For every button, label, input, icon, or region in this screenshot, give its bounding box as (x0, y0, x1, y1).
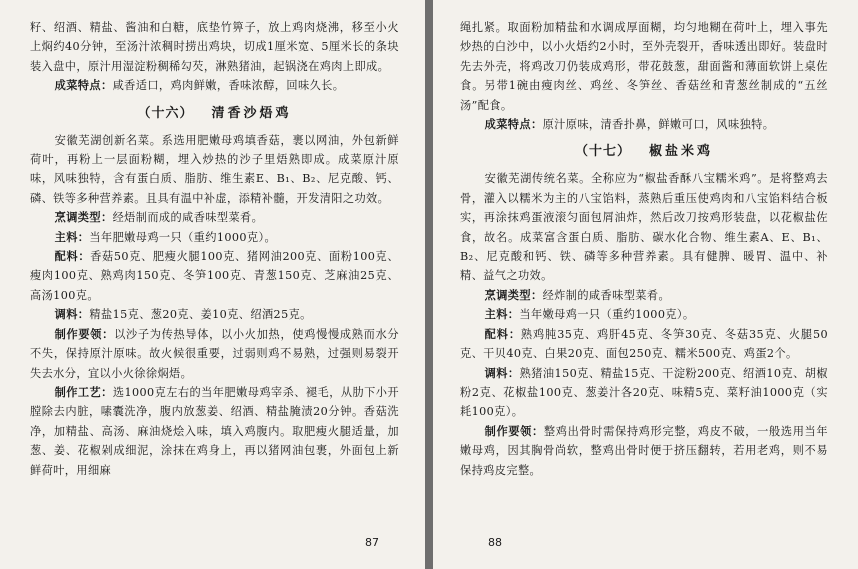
key-points-text: 以沙子为传热导体，以小火加热，使鸡慢慢成熟而水分不失，保持原汁原味。故火候很重要，过弱则鸡不易熟，过强则易裂开失去水分，宜以小火徐徐焖焐。 (30, 327, 399, 380)
seasonings (460, 364, 828, 422)
main-ingredient-text: 当年肥嫩母鸡一只（重约1000克）。 (89, 230, 277, 244)
auxiliary-text: 香菇50克、肥瘦火腿100克、猪网油200克、面粉100克、瘦肉100克、熟鸡肉150克、冬笋100克、青葱150克、芝麻油25克、高汤100克。 (30, 250, 399, 302)
main-ingredient (30, 228, 399, 247)
process-text: 选1000克左右的当年肥嫩母鸡宰杀、褪毛，从肋下小开膛除去内脏，嗉囊洗净，腹内放葱姜、绍酒、精盐腌渍20分钟。香菇洗净，加精盐、高汤、麻油烧烩入味，填入鸡腹内。取肥瘦火腿适量，加葱、姜、花椒剁成细泥，涂抹在鸡身上，再以猪网油包裹，外面包上新鲜荷叶，用细麻 (30, 385, 399, 477)
auxiliary-text: 熟鸡肫35克、鸡肝45克、冬笋30克、冬菇35克、火腿50克、干贝40克、白果20克、面包250克、糯米500克、鸡蛋2个。 (460, 327, 828, 361)
process-label: 制作工艺： (54, 384, 113, 399)
process (30, 383, 399, 480)
book-gutter (425, 0, 433, 569)
recipe-heading (460, 143, 828, 161)
previous-dish-features (460, 115, 828, 134)
features-text: 咸香适口，鸡肉鲜嫩，香味浓醇，回味久长。 (112, 79, 345, 93)
auxiliary-label: 配料： (54, 249, 91, 264)
auxiliary-ingredients (460, 325, 828, 364)
page-number: 87 (365, 536, 379, 549)
seasonings-label: 调料： (484, 365, 520, 380)
cooking-type-text: 经炸制的咸香味型菜肴。 (542, 288, 671, 302)
features-label: 成菜特点： (484, 117, 543, 132)
left-page (0, 0, 425, 569)
recipe-title: 清香沙焐鸡 (211, 105, 292, 121)
seasonings-text: 熟猪油150克、精盐15克、干淀粉200克、绍酒10克、胡椒粉2克、花椒盐100克、葱姜汁各20克、味精5克、菜籽油1000克（实耗100克）。 (460, 366, 829, 419)
cooking-type-label: 烹调类型： (54, 210, 113, 225)
key-points-label: 制作要领： (54, 326, 115, 341)
recipe-description: 安徽芜湖创新名菜。系选用肥嫩母鸡填香菇，裹以网油，外包新鲜荷叶，再粉上一层面粉糊，埋入炒热的沙子里焐熟即成。成菜原汁原味，风味独特，含有蛋白质、脂肪、维生素E、B₁、B₂、尼克酸、钙、磷、铁等多种营养素。且具有温中补虚，添精补髓，开发清阳之功效。 (30, 133, 399, 205)
features-label: 成菜特点： (54, 78, 113, 93)
recipe-title: 椒盐米鸡 (649, 144, 714, 160)
recipe-number: （十六） (137, 105, 194, 121)
key-points (30, 325, 399, 383)
cooking-type (460, 286, 828, 305)
features-text: 原汁原味，清香扑鼻，鲜嫩可口，风味独特。 (542, 118, 775, 132)
auxiliary-ingredients (30, 247, 399, 305)
seasonings-label: 调料： (54, 307, 90, 322)
key-points-text: 整鸡出骨时需保持鸡形完整，鸡皮不破，一般选用当年嫩母鸡，因其胸骨尚软，整鸡出骨时便于挤压翻转，若用老鸡，则不易保持鸡皮完整。 (460, 424, 828, 477)
main-ingredient-label: 主料： (54, 229, 90, 244)
previous-dish-features (30, 76, 399, 95)
key-points-label: 制作要领： (484, 423, 544, 438)
main-ingredient (460, 305, 828, 324)
recipe-number: （十七） (574, 144, 631, 160)
cooking-type-label: 烹调类型： (484, 287, 543, 302)
recipe-heading (30, 105, 399, 123)
key-points (460, 422, 828, 480)
right-page (433, 0, 858, 569)
seasonings (30, 305, 399, 324)
continued-text: 籽、绍酒、精盐、酱油和白糖，底垫竹箅子，放上鸡肉烧沸，移至小火上焖约40分钟，至汤汁浓稠时捞出鸡块，切成1厘米宽、5厘米长的条块装入盘中，原汁用湿淀粉稠稀勾芡，淋熟猪油，起锅浇在鸡肉上即成。 (30, 21, 399, 73)
cooking-type-text: 经焐制而成的咸香味型菜肴。 (112, 211, 264, 225)
cooking-type (30, 208, 399, 227)
recipe-description: 安徽芜湖传统名菜。全称应为“椒盐香酥八宝糯米鸡”。是将整鸡去骨，灌入以糯米为主的八宝馅料，蒸熟后重压使鸡肉和八宝馅料结合板实，再涂抹鸡蛋液滚匀面包屑油炸，然后改刀按鸡形装盘，以花椒盐佐食，故名。成菜富含蛋白质、脂肪、碳水化合物、维生素A、E、B₁、B₂、尼克酸和钙、铁、磷等多种营养素。具有健脾、暖胃、温中、补精、益气之功效。 (460, 172, 828, 283)
main-ingredient-text: 当年嫩母鸡一只（重约1000克）。 (519, 308, 695, 322)
main-ingredient-label: 主料： (484, 307, 520, 322)
seasonings-text: 精盐15克、葱20克、姜10克、绍酒25克。 (89, 308, 312, 322)
page-number: 88 (488, 536, 502, 549)
continued-text: 绳扎紧。取面粉加精盐和水调成厚面糊，均匀地糊在荷叶上，埋入事先炒热的白沙中，以小火焐约2小时，至外壳裂开，香味透出即好。装盘时先去外壳，将鸡改刀仍装成鸡形，带花鼓葱，甜面酱和薄面软饼上桌佐食。另带1碗由瘦肉丝、鸡丝、冬笋丝、香菇丝和青葱丝制成的“五丝汤”配食。 (460, 21, 828, 112)
auxiliary-label: 配料： (484, 326, 521, 341)
